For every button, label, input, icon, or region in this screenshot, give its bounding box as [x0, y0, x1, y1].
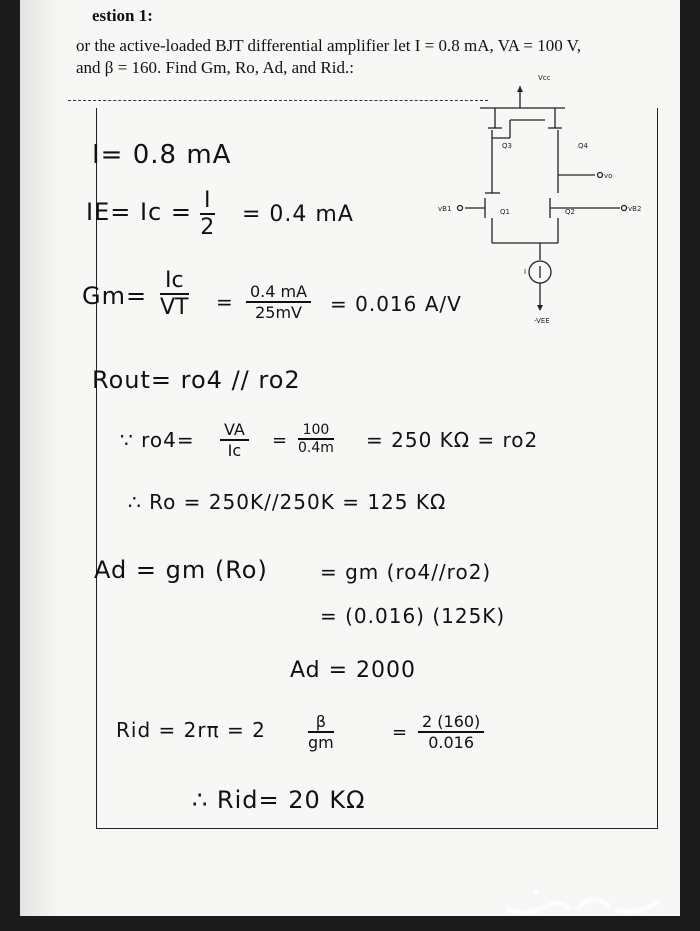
- ro-result: ∴ Ro = 250K//250K = 125 KΩ: [128, 490, 447, 514]
- rout-expression: Rout= ro4 // ro2: [92, 366, 301, 394]
- fraction-denominator: 0.4m: [298, 440, 334, 456]
- rid-fraction-1: [308, 712, 334, 752]
- question-text-line-2: and β = 160. Find Gm, Ro, Ad, and Rid.:: [76, 58, 354, 77]
- given-current: I= 0.8 mA: [92, 140, 232, 170]
- emitter-current-lhs: IE= Ic =: [86, 198, 192, 226]
- vcc-label: Vcc: [538, 74, 551, 82]
- vb1-label: vB1: [438, 205, 452, 213]
- question-heading: estion 1:: [92, 6, 153, 25]
- vee-label: -VEE: [534, 317, 550, 325]
- ro4-fraction-1: [220, 420, 249, 460]
- fraction-denominator: Ic: [227, 441, 242, 460]
- vb2-label: vB2: [628, 205, 642, 213]
- gm-fraction-2: [246, 282, 311, 322]
- gm-fraction-1: [160, 268, 189, 320]
- equals-sign: =: [216, 290, 234, 314]
- equals-sign: =: [392, 722, 409, 743]
- fraction-denominator: gm: [308, 733, 334, 752]
- ad-substitution: = (0.016) (125K): [320, 604, 506, 628]
- fraction-denominator: 25mV: [255, 303, 302, 322]
- fraction-numerator: 2 (160): [418, 712, 484, 733]
- equals-sign: =: [272, 430, 289, 451]
- ad-result: Ad = 2000: [290, 658, 417, 683]
- ro4-fraction-2: [298, 422, 334, 456]
- fraction-numerator: β: [308, 712, 334, 733]
- gm-result: = 0.016 A/V: [330, 292, 462, 316]
- vo-label: vo: [604, 172, 613, 180]
- q4-label: Q4: [578, 142, 588, 150]
- emitter-current-result: = 0.4 mA: [242, 202, 354, 227]
- fraction-denominator: 0.016: [428, 733, 475, 752]
- differential-amplifier-circuit: [430, 68, 650, 328]
- page-shadow: [20, 0, 60, 916]
- dashed-divider: [68, 100, 488, 101]
- ro4-result: = 250 KΩ = ro2: [366, 428, 539, 452]
- rid-expression: Rid = 2rπ = 2: [116, 718, 266, 742]
- fraction-numerator: VA: [220, 420, 249, 441]
- q1-label: Q1: [500, 208, 510, 216]
- haraj-watermark-logo: [498, 882, 668, 922]
- fraction-denominator: 2: [200, 215, 215, 240]
- ad-expression-expanded: = gm (ro4//ro2): [320, 560, 492, 584]
- rid-fraction-2: [418, 712, 484, 752]
- current-source-label: I: [524, 268, 527, 276]
- fraction-numerator: I: [200, 188, 215, 215]
- question-text-line-1: or the active-loaded BJT differential amplifier let I = 0.8 mA, VA = 100 V,: [76, 36, 582, 55]
- fraction-numerator: 0.4 mA: [246, 282, 311, 303]
- rid-result: ∴ Rid= 20 KΩ: [192, 786, 366, 814]
- q2-label: Q2: [565, 208, 575, 216]
- gm-lhs: Gm=: [82, 282, 148, 310]
- emitter-current-fraction: [200, 188, 215, 240]
- fraction-numerator: Ic: [160, 268, 189, 295]
- fraction-numerator: 100: [298, 422, 334, 440]
- q3-label: Q3: [502, 142, 512, 150]
- ad-expression: Ad = gm (Ro): [94, 556, 268, 584]
- fraction-denominator: VT: [160, 295, 189, 320]
- document-page: [20, 0, 680, 916]
- ro4-lhs: ∵ ro4=: [120, 428, 195, 452]
